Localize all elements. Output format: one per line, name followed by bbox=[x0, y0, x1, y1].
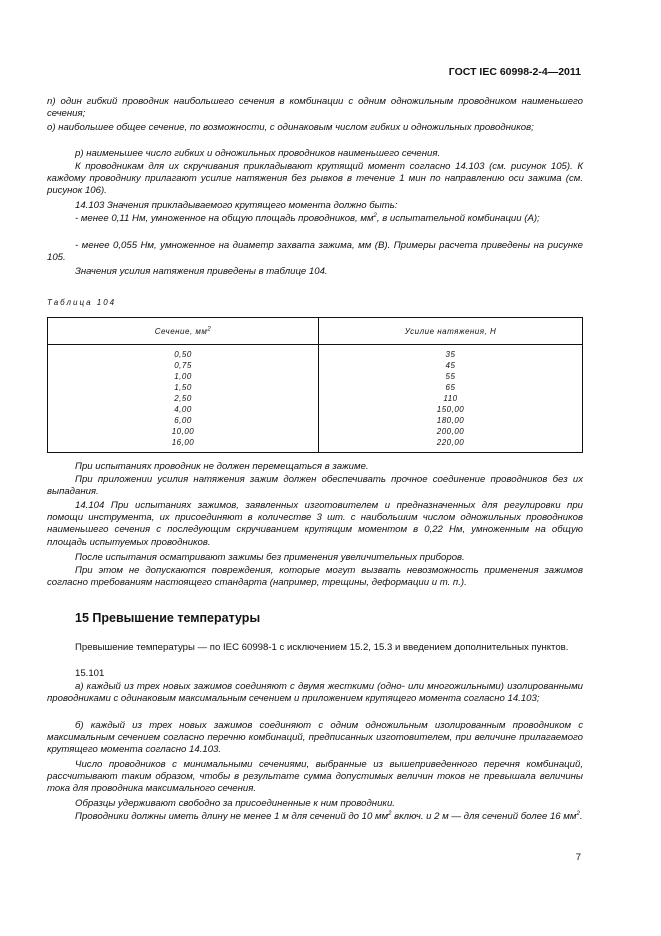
para-no-move: При испытаниях проводник не должен перемещаться в зажиме. bbox=[75, 461, 369, 472]
table-104 bbox=[47, 317, 583, 453]
table-cell: 0,50 bbox=[174, 350, 192, 359]
para-p: p) наименьшее число гибких и одножильных проводников наименьшего сечения. bbox=[75, 148, 441, 159]
table-cell: 200,00 bbox=[436, 427, 465, 436]
para-samples: Образцы удерживают свободно за присоединенные к ним проводники. bbox=[75, 798, 395, 809]
section-values bbox=[48, 345, 319, 453]
table-cell: 55 bbox=[445, 372, 456, 381]
sup-2: 2 bbox=[576, 810, 580, 817]
para-o: o) наибольшее общее сечение, по возможности, с одинаковым числом гибких и одножильных проводников; bbox=[47, 122, 534, 133]
table-cell: 10,00 bbox=[171, 427, 195, 436]
para-14-103: 14.103 Значения прикладываемого крутящего момента должно быть: bbox=[75, 200, 398, 211]
para-secure: При приложении усилия натяжения зажим должен обеспечивать прочное соединение проводников без их выпадания. bbox=[47, 474, 583, 498]
table-cell: 45 bbox=[445, 361, 456, 370]
bullet-a bbox=[47, 213, 583, 225]
para-sec-intro: Превышение температуры — по IEC 60998-1 с исключением 15.2, 15.3 и введением дополнительных пунктов. bbox=[75, 642, 569, 653]
para-inspect: После испытания осматривают зажимы без применения увеличительных приборов. bbox=[75, 552, 465, 563]
table-cell: 180,00 bbox=[436, 416, 465, 425]
table-cell: 35 bbox=[445, 350, 456, 359]
table-label: Таблица 104 bbox=[47, 298, 117, 307]
document-header: ГОСТ IEC 60998-2-4—2011 bbox=[448, 66, 581, 78]
length-text-mid: включ. и 2 м — для сечений более 16 мм bbox=[391, 811, 577, 822]
para-torque: К проводникам для их скручивания прикладывают крутящий момент согласно 14.103 (см. рисунок 105). К каждому проводнику прилагают усилие натяжения без рывков в течение 1 мин по направлению оси зажима (см. рисунок 106). bbox=[47, 161, 583, 197]
force-values bbox=[319, 345, 583, 453]
table-cell: 220,00 bbox=[436, 438, 465, 447]
table-cell: 1,00 bbox=[174, 372, 192, 381]
table-cell: 6,00 bbox=[174, 416, 192, 425]
table-cell: 1,50 bbox=[174, 383, 192, 392]
table-cell: 150,00 bbox=[436, 405, 465, 414]
col-header-section: Сечение, $мм^2$ bbox=[48, 318, 319, 345]
table-cell: 16,00 bbox=[171, 438, 195, 447]
sup-2: 2 bbox=[388, 810, 392, 817]
table-header-row bbox=[48, 318, 583, 345]
col-header-force: Усилие натяжения, Н bbox=[319, 318, 583, 345]
sup-2: 2 bbox=[207, 325, 212, 332]
table-cell: 0,75 bbox=[174, 361, 192, 370]
table-row bbox=[48, 345, 583, 453]
bullet-a-text: - менее 0,11 Нм, умноженное на общую площадь проводников, мм bbox=[75, 213, 374, 224]
para-min-sections: Число проводников с минимальными сечениями, выбранные из вышеприведенного перечня комбинаций, рассчитывают таким образом, чтобы в результате сумма допустимых величин токов не превышала величины тока для проводника максимального сечения. bbox=[47, 759, 583, 795]
bullet-b: - менее 0,055 Нм, умноженное на диаметр захвата зажима, мм (B). Примеры расчета приведены на рисунке 105. bbox=[47, 240, 583, 264]
length-text-end: . bbox=[579, 811, 583, 822]
para-length bbox=[47, 811, 583, 823]
table-cell: 65 bbox=[445, 383, 456, 392]
table-cell: 110 bbox=[443, 394, 458, 403]
table-cell: 4,00 bbox=[174, 405, 192, 414]
para-a: а) каждый из трех новых зажимов соединяют с двумя жесткими (одно- или многожильными) изолированными проводниками с одинаковым максимальным сечением и приложением крутящего момента согласно 14.103; bbox=[47, 681, 583, 705]
para-damage: При этом не допускаются повреждения, которые могут вызвать невозможность применения зажимов согласно требованиям настоящего стандарта (например, трещины, деформации и т. п.). bbox=[47, 565, 583, 589]
para-15-101: 15.101 bbox=[75, 668, 105, 679]
page-number: 7 bbox=[575, 852, 581, 863]
para-14-104: 14.104 При испытаниях зажимов, заявленных изготовителем и предназначенных для регулировки при помощи инструмента, их присоединяют в количестве 3 шт. с наибольшим числом одножильных проводников наименьшего сечения с последующим скручиванием крутящим моментом в 0,22 Нм, умноженным на общую площадь испытуемых проводников. bbox=[47, 500, 583, 548]
sup-2: 2 bbox=[373, 212, 377, 219]
length-text: Проводники должны иметь длину не менее 1 м для сечений до 10 мм bbox=[75, 811, 389, 822]
para-b: б) каждый из трех новых зажимов соединяют с одним одножильным изолированным проводником с максимальным сечением согласно перечню комбинаций, предписанных изготовителем, при величине прилагаемого крутящего момента согласно 14.103. bbox=[47, 720, 583, 756]
para-n: n) один гибкий проводник наибольшего сечения в комбинации с одним одножильным проводником наименьшего сечения; bbox=[47, 96, 583, 120]
bullet-a-text-end: , в испытательной комбинации (A); bbox=[376, 213, 540, 224]
para-table-ref: Значения усилия натяжения приведены в таблице 104. bbox=[75, 266, 328, 277]
section-heading: 15 Превышение температуры bbox=[75, 611, 261, 625]
table-cell: 2,50 bbox=[174, 394, 192, 403]
